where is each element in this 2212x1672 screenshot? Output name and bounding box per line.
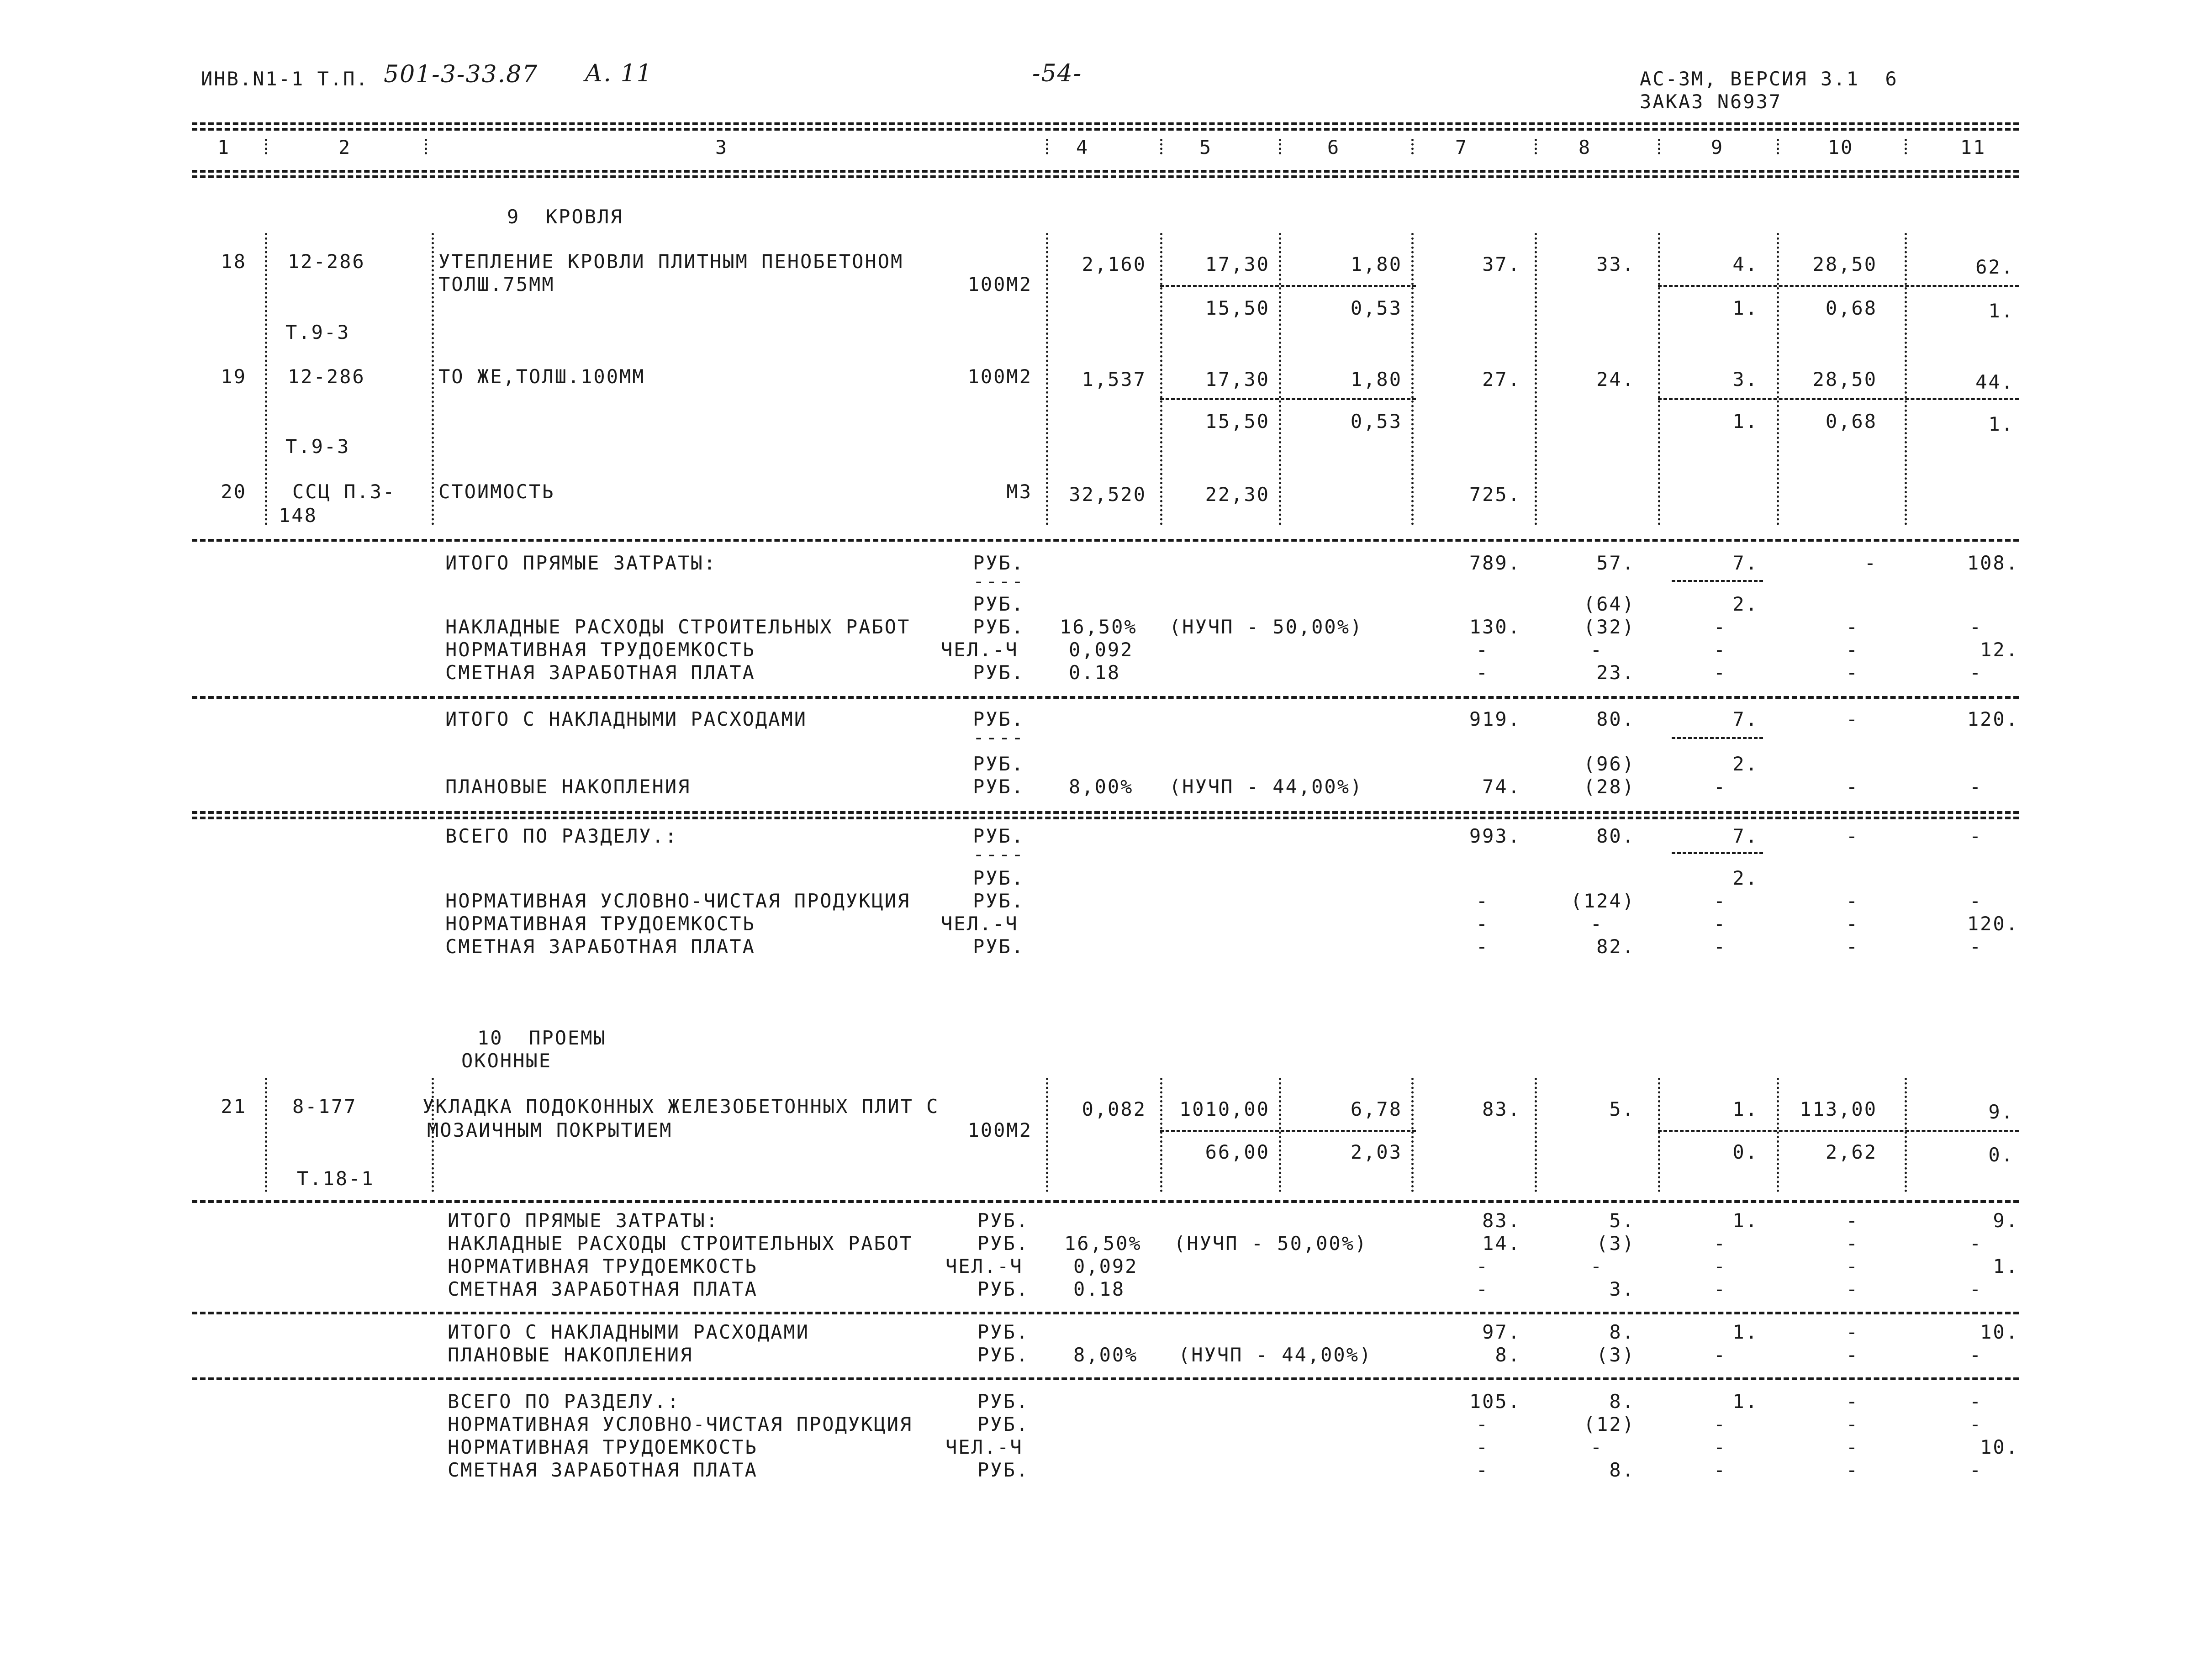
cell-c9: 7. xyxy=(1732,825,1758,847)
cell-c10: 28,50 xyxy=(1812,368,1877,390)
row-number: 18 xyxy=(221,250,247,273)
column-number: 6 xyxy=(1327,136,1341,158)
cell-divider xyxy=(1672,737,1763,739)
section-subtitle: ОКОННЫЕ xyxy=(461,1050,552,1072)
cell-divider xyxy=(1658,1130,2019,1132)
column-divider xyxy=(1905,139,1907,154)
unit-cell: РУБ. xyxy=(973,753,1025,775)
cell-c8: - xyxy=(1590,1436,1603,1458)
rule-colhead-1 xyxy=(192,170,2019,173)
cell-c10: - xyxy=(1846,1436,1859,1458)
row-number: 19 xyxy=(221,365,247,388)
cell-c10-wage: 0,68 xyxy=(1825,410,1877,433)
cell-c9: - xyxy=(1713,1436,1726,1458)
cell-c10: - xyxy=(1846,638,1859,661)
rule-separator xyxy=(192,539,2019,542)
cell-c6: 6,78 xyxy=(1350,1098,1402,1120)
cell-c7: 83. xyxy=(1482,1098,1521,1120)
column-divider xyxy=(1279,1078,1281,1192)
column-divider xyxy=(1658,233,1660,525)
section-total-label: ВСЕГО ПО РАЗДЕЛУ.: xyxy=(448,1390,681,1413)
column-divider xyxy=(432,233,434,525)
order-number: ЗАКАЗ N6937 xyxy=(1640,90,1782,113)
cell-c11: 120. xyxy=(1967,708,2019,730)
rate-cell: 16,50% xyxy=(1060,616,1137,638)
savings-label: ПЛАНОВЫЕ НАКОПЛЕНИЯ xyxy=(448,1344,693,1366)
unit-cell: ЧЕЛ.-Ч xyxy=(945,1255,1023,1277)
unit-cell: РУБ. xyxy=(977,1209,1029,1232)
cell-c5: 17,30 xyxy=(1205,253,1270,275)
cell-c7: 74. xyxy=(1482,775,1521,798)
column-divider xyxy=(265,139,267,154)
direct-costs-label: ИТОГО ПРЯМЫЕ ЗАТРАТЫ: xyxy=(448,1209,719,1232)
cell-c10: - xyxy=(1846,775,1859,798)
cell-c9: - xyxy=(1713,1344,1726,1366)
cell-c10: - xyxy=(1846,661,1859,684)
cell-c7: - xyxy=(1476,1255,1489,1277)
cell-c9: - xyxy=(1713,1459,1726,1481)
cell-c7: - xyxy=(1476,912,1489,935)
cell-c8: 24. xyxy=(1596,368,1635,390)
inventory-label: ИНВ.N1-1 Т.П. xyxy=(201,68,369,90)
unit-dash: ---- xyxy=(973,726,1025,749)
cell-c9: - xyxy=(1713,1232,1726,1255)
cell-c10: - xyxy=(1846,1413,1859,1435)
column-divider xyxy=(1905,233,1907,525)
unit-dash: ---- xyxy=(973,843,1025,865)
column-divider xyxy=(1160,1078,1162,1192)
column-number: 11 xyxy=(1960,136,1986,158)
cell-c9: 4. xyxy=(1732,253,1758,275)
rate-cell: 0,092 xyxy=(1073,1255,1138,1277)
column-divider xyxy=(1411,1078,1414,1192)
cell-c8: 8. xyxy=(1609,1321,1635,1343)
cell-c10: - xyxy=(1846,1321,1859,1343)
rate-cell: 0,092 xyxy=(1069,638,1134,661)
cell-c8: 80. xyxy=(1596,708,1635,730)
cell-c10: - xyxy=(1846,1232,1859,1255)
cell-c7: 8. xyxy=(1495,1344,1521,1366)
column-number: 5 xyxy=(1199,136,1213,158)
unit-cell: РУБ. xyxy=(973,708,1025,730)
cell-c11-wage: 1. xyxy=(1988,300,2014,322)
cell-c10: - xyxy=(1846,1278,1859,1300)
qty-cell: 32,520 xyxy=(1069,483,1146,506)
labor-norm-label: НОРМАТИВНАЯ ТРУДОЕМКОСТЬ xyxy=(445,912,755,935)
unit-cell: РУБ. xyxy=(973,775,1025,798)
rate-note: (НУЧП - 44,00%) xyxy=(1169,775,1363,798)
cell-c10: - xyxy=(1846,708,1859,730)
cell-c7: 993. xyxy=(1469,825,1521,847)
column-divider xyxy=(265,1078,267,1192)
cell-c7: 37. xyxy=(1482,253,1521,275)
qty-cell: 1,537 xyxy=(1082,368,1146,390)
cell-c11-wage: 0. xyxy=(1988,1144,2014,1166)
cell-c8: (3) xyxy=(1596,1232,1635,1255)
cell-c11: - xyxy=(1969,1390,1982,1413)
cell-c11: - xyxy=(1969,890,1982,912)
cell-divider xyxy=(1160,398,1416,400)
cell-c10: - xyxy=(1846,935,1859,958)
norm-ref: Т.9-3 xyxy=(285,321,350,343)
column-divider xyxy=(1535,1078,1537,1192)
cell-c9: - xyxy=(1713,890,1726,912)
unit-cell: РУБ. xyxy=(973,593,1025,615)
cell-divider xyxy=(1658,285,2019,287)
cell-c11: - xyxy=(1969,1232,1982,1255)
cell-c11-wage: 1. xyxy=(1988,413,2014,435)
cell-c7: - xyxy=(1476,1413,1489,1435)
net-product-label: НОРМАТИВНАЯ УСЛОВНО-ЧИСТАЯ ПРОДУКЦИЯ xyxy=(448,1413,913,1435)
direct-costs-label: ИТОГО ПРЯМЫЕ ЗАТРАТЫ: xyxy=(445,552,717,574)
cell-c7: - xyxy=(1476,638,1489,661)
wage-label: СМЕТНАЯ ЗАРАБОТНАЯ ПЛАТА xyxy=(445,661,755,684)
cell-c8: 33. xyxy=(1596,253,1635,275)
column-number: 4 xyxy=(1076,136,1089,158)
column-divider xyxy=(1777,1078,1779,1192)
cell-c9-wage: 1. xyxy=(1732,297,1758,319)
cell-c9: - xyxy=(1713,1413,1726,1435)
column-number: 2 xyxy=(338,136,352,158)
cell-c9: - xyxy=(1713,638,1726,661)
cell-c8: 80. xyxy=(1596,825,1635,847)
qty-cell: 0,082 xyxy=(1082,1098,1146,1120)
column-divider xyxy=(1046,1078,1048,1192)
work-description-cont: МОЗАИЧНЫМ ПОКРЫТИЕМ xyxy=(427,1119,673,1141)
cell-c6-wage: 0,53 xyxy=(1350,297,1402,319)
cell-c8-net: (96) xyxy=(1583,753,1635,775)
cell-c11: - xyxy=(1969,1459,1982,1481)
unit-cell: РУБ. xyxy=(973,867,1025,889)
column-divider xyxy=(1658,1078,1660,1192)
unit-cell: РУБ. xyxy=(977,1390,1029,1413)
cell-c9: - xyxy=(1713,1255,1726,1277)
unit-cell: РУБ. xyxy=(973,825,1025,847)
cell-c9-net: 2. xyxy=(1732,867,1758,889)
cell-c7: 14. xyxy=(1482,1232,1521,1255)
cell-c11: - xyxy=(1969,1413,1982,1435)
cell-c6-wage: 2,03 xyxy=(1350,1141,1402,1163)
cell-c7: - xyxy=(1476,1459,1489,1481)
unit-cell: РУБ. xyxy=(977,1278,1029,1300)
rule-top-2 xyxy=(192,128,2019,131)
column-divider xyxy=(1777,139,1779,154)
rate-note: (НУЧП - 50,00%) xyxy=(1169,616,1363,638)
cell-c7: 105. xyxy=(1469,1390,1521,1413)
rate-note: (НУЧП - 44,00%) xyxy=(1178,1344,1373,1366)
rate-note: (НУЧП - 50,00%) xyxy=(1174,1232,1368,1255)
cell-c11: - xyxy=(1969,1278,1982,1300)
cell-c8: (28) xyxy=(1583,775,1635,798)
with-overhead-label: ИТОГО С НАКЛАДНЫМИ РАСХОДАМИ xyxy=(448,1321,810,1343)
cell-c9: 1. xyxy=(1732,1209,1758,1232)
cell-c7: 919. xyxy=(1469,708,1521,730)
column-divider xyxy=(1905,1078,1907,1192)
cell-c8: 23. xyxy=(1596,661,1635,684)
rule-colhead-2 xyxy=(192,175,2019,178)
cell-c8: - xyxy=(1590,1255,1603,1277)
cell-c6-wage: 0,53 xyxy=(1350,410,1402,433)
cell-divider xyxy=(1672,852,1763,854)
column-divider xyxy=(1046,139,1048,154)
cell-c8: 8. xyxy=(1609,1390,1635,1413)
cell-c11: - xyxy=(1969,661,1982,684)
cell-c9-wage: 1. xyxy=(1732,410,1758,433)
cell-c9-net: 2. xyxy=(1732,593,1758,615)
cell-c11: - xyxy=(1969,825,1982,847)
cell-c8: (3) xyxy=(1596,1344,1635,1366)
net-product-label: НОРМАТИВНАЯ УСЛОВНО-ЧИСТАЯ ПРОДУКЦИЯ xyxy=(445,890,911,912)
cell-c8: (12) xyxy=(1583,1413,1635,1435)
cell-c7: - xyxy=(1476,661,1489,684)
cell-c9: - xyxy=(1713,1278,1726,1300)
cell-c5: 1010,00 xyxy=(1179,1098,1270,1120)
cell-c10: - xyxy=(1846,1255,1859,1277)
cell-c11: 9. xyxy=(1988,1101,2014,1123)
norm-ref: 148 xyxy=(279,504,317,527)
cell-c7: - xyxy=(1476,890,1489,912)
cell-c10: - xyxy=(1846,912,1859,935)
cell-c10: 113,00 xyxy=(1800,1098,1877,1120)
column-number: 1 xyxy=(217,136,231,158)
cell-c7: - xyxy=(1476,1436,1489,1458)
column-number: 3 xyxy=(715,136,729,158)
labor-norm-label: НОРМАТИВНАЯ ТРУДОЕМКОСТЬ xyxy=(448,1436,758,1458)
labor-norm-label: НОРМАТИВНАЯ ТРУДОЕМКОСТЬ xyxy=(448,1255,758,1277)
cell-c10: - xyxy=(1846,616,1859,638)
unit-cell: ЧЕЛ.-Ч xyxy=(941,638,1019,661)
column-number: 9 xyxy=(1710,136,1724,158)
section-title: 9 КРОВЛЯ xyxy=(507,206,623,228)
cell-c8: - xyxy=(1590,912,1603,935)
cell-c9: - xyxy=(1713,661,1726,684)
unit-cell: 100М2 xyxy=(967,1119,1032,1141)
cell-c7: - xyxy=(1476,935,1489,958)
unit-cell: РУБ. xyxy=(973,661,1025,684)
cell-c7: 27. xyxy=(1482,368,1521,390)
column-number: 8 xyxy=(1578,136,1592,158)
cell-c7: 725. xyxy=(1469,483,1521,506)
cell-c9-wage: 0. xyxy=(1732,1141,1758,1163)
cell-c11: 1. xyxy=(1993,1255,2019,1277)
column-number: 10 xyxy=(1827,136,1854,158)
with-overhead-label: ИТОГО С НАКЛАДНЫМИ РАСХОДАМИ xyxy=(445,708,808,730)
cell-c9: - xyxy=(1713,775,1726,798)
cell-c8: (32) xyxy=(1583,616,1635,638)
cell-c10-wage: 0,68 xyxy=(1825,297,1877,319)
cell-divider xyxy=(1672,580,1763,582)
cell-c7: 83. xyxy=(1482,1209,1521,1232)
work-description-cont: ТОЛШ.75ММ xyxy=(438,273,555,295)
cell-c7: 789. xyxy=(1469,552,1521,574)
cell-c7: 130. xyxy=(1469,616,1521,638)
overhead-label: НАКЛАДНЫЕ РАСХОДЫ СТРОИТЕЛЬНЫХ РАБОТ xyxy=(445,616,911,638)
cell-divider xyxy=(1160,1130,1416,1132)
page-number: -54- xyxy=(1032,60,1082,87)
unit-cell: РУБ. xyxy=(977,1232,1029,1255)
cell-c11: - xyxy=(1969,775,1982,798)
cell-c5: 22,30 xyxy=(1205,483,1270,506)
column-divider xyxy=(1658,139,1660,154)
cell-c9: 1. xyxy=(1732,1321,1758,1343)
cell-c9: 1. xyxy=(1732,1390,1758,1413)
work-description: СТОИМОСТЬ xyxy=(438,480,555,503)
unit-cell: М3 xyxy=(1006,480,1032,503)
cell-c10: 28,50 xyxy=(1812,253,1877,275)
cell-c9: 1. xyxy=(1732,1098,1758,1120)
cell-c10: - xyxy=(1846,1459,1859,1481)
cell-c10: - xyxy=(1846,890,1859,912)
qty-cell: 2,160 xyxy=(1082,253,1146,275)
unit-cell: РУБ. xyxy=(977,1459,1029,1481)
wage-label: СМЕТНАЯ ЗАРАБОТНАЯ ПЛАТА xyxy=(448,1278,758,1300)
cell-divider xyxy=(1160,285,1416,287)
cell-c11: 44. xyxy=(1975,371,2014,393)
cell-c8: 3. xyxy=(1609,1278,1635,1300)
column-divider xyxy=(1279,233,1281,525)
rule-separator xyxy=(192,696,2019,699)
cell-c6: 1,80 xyxy=(1350,253,1402,275)
cell-c7: - xyxy=(1476,1278,1489,1300)
unit-cell: 100М2 xyxy=(967,365,1032,388)
section-title: 10 ПРОЕМЫ xyxy=(477,1027,607,1049)
cell-c11: 12. xyxy=(1980,638,2019,661)
cell-c9: - xyxy=(1713,616,1726,638)
unit-cell: РУБ. xyxy=(977,1344,1029,1366)
column-divider xyxy=(1160,139,1162,154)
cell-c5-wage: 15,50 xyxy=(1205,297,1270,319)
cell-c6: 1,80 xyxy=(1350,368,1402,390)
cell-c11: 108. xyxy=(1967,552,2019,574)
column-divider xyxy=(1535,139,1537,154)
program-version: АС-3М, ВЕРСИЯ 3.1 6 xyxy=(1640,68,1898,90)
unit-cell: РУБ. xyxy=(973,616,1025,638)
unit-cell: ЧЕЛ.-Ч xyxy=(945,1436,1023,1458)
cell-c11: 120. xyxy=(1967,912,2019,935)
norm-ref: Т.9-3 xyxy=(285,435,350,458)
norm-code: 12-286 xyxy=(288,365,365,388)
cell-c5-wage: 66,00 xyxy=(1205,1141,1270,1163)
unit-cell: РУБ. xyxy=(973,935,1025,958)
work-description: ТО ЖЕ,ТОЛШ.100ММ xyxy=(438,365,645,388)
cell-c8: - xyxy=(1590,638,1603,661)
rule-separator xyxy=(192,811,2019,814)
section-total-label: ВСЕГО ПО РАЗДЕЛУ.: xyxy=(445,825,678,847)
cell-c8: 8. xyxy=(1609,1459,1635,1481)
cell-c8: 5. xyxy=(1609,1098,1635,1120)
project-number: 501-3-33.87 xyxy=(384,61,538,88)
column-divider xyxy=(432,1078,434,1192)
cell-c5-wage: 15,50 xyxy=(1205,410,1270,433)
cell-c11: 10. xyxy=(1980,1436,2019,1458)
cell-c9: - xyxy=(1713,912,1726,935)
norm-code: 8-177 xyxy=(292,1095,357,1118)
cell-c11: - xyxy=(1969,1344,1982,1366)
cell-c9: 7. xyxy=(1732,552,1758,574)
album-mark: А. 11 xyxy=(585,60,653,87)
rule-separator xyxy=(192,1377,2019,1380)
rule-top-1 xyxy=(192,122,2019,125)
wage-label: СМЕТНАЯ ЗАРАБОТНАЯ ПЛАТА xyxy=(445,935,755,958)
cell-c11: - xyxy=(1969,616,1982,638)
cell-c8-net: (64) xyxy=(1583,593,1635,615)
cell-c8: 5. xyxy=(1609,1209,1635,1232)
norm-ref: Т.18-1 xyxy=(297,1167,375,1190)
unit-dash: ---- xyxy=(973,570,1025,592)
cell-c10-wage: 2,62 xyxy=(1825,1141,1877,1163)
rate-cell: 8,00% xyxy=(1069,775,1134,798)
unit-cell: РУБ. xyxy=(973,552,1025,574)
rate-cell: 0.18 xyxy=(1069,661,1121,684)
column-divider xyxy=(1046,233,1048,525)
savings-label: ПЛАНОВЫЕ НАКОПЛЕНИЯ xyxy=(445,775,691,798)
column-divider xyxy=(1279,139,1281,154)
wage-label: СМЕТНАЯ ЗАРАБОТНАЯ ПЛАТА xyxy=(448,1459,758,1481)
cell-c5: 17,30 xyxy=(1205,368,1270,390)
cell-c11: - xyxy=(1969,935,1982,958)
unit-cell: РУБ. xyxy=(977,1413,1029,1435)
rule-separator xyxy=(192,817,2019,819)
cell-c11: 10. xyxy=(1980,1321,2019,1343)
row-number: 20 xyxy=(221,480,247,503)
work-description: УКЛАДКА ПОДОКОННЫХ ЖЕЛЕЗОБЕТОННЫХ ПЛИТ С xyxy=(422,1095,940,1118)
rate-cell: 16,50% xyxy=(1064,1232,1142,1255)
cell-c8: 82. xyxy=(1596,935,1635,958)
cell-c7: 97. xyxy=(1482,1321,1521,1343)
column-divider xyxy=(1777,233,1779,525)
column-divider xyxy=(425,139,427,154)
rate-cell: 0.18 xyxy=(1073,1278,1125,1300)
cell-divider xyxy=(1658,398,2019,400)
rule-separator xyxy=(192,1312,2019,1314)
unit-cell: РУБ. xyxy=(977,1321,1029,1343)
cell-c10: - xyxy=(1846,1209,1859,1232)
unit-cell: ЧЕЛ.-Ч xyxy=(941,912,1019,935)
norm-code: 12-286 xyxy=(288,250,365,273)
cell-c9: 7. xyxy=(1732,708,1758,730)
column-divider xyxy=(1411,139,1414,154)
rule-separator xyxy=(192,1200,2019,1203)
cell-c10: - xyxy=(1846,1344,1859,1366)
labor-norm-label: НОРМАТИВНАЯ ТРУДОЕМКОСТЬ xyxy=(445,638,755,661)
overhead-label: НАКЛАДНЫЕ РАСХОДЫ СТРОИТЕЛЬНЫХ РАБОТ xyxy=(448,1232,913,1255)
column-divider xyxy=(1411,233,1414,525)
column-divider xyxy=(1160,233,1162,525)
cell-c8: 57. xyxy=(1596,552,1635,574)
cell-c9: 3. xyxy=(1732,368,1758,390)
cell-c9: - xyxy=(1713,935,1726,958)
cell-c10: - xyxy=(1846,1390,1859,1413)
cell-c9-net: 2. xyxy=(1732,753,1758,775)
column-number: 7 xyxy=(1455,136,1468,158)
column-divider xyxy=(265,233,267,525)
cell-c10: - xyxy=(1864,552,1877,574)
cell-c10: - xyxy=(1846,825,1859,847)
column-divider xyxy=(1535,233,1537,525)
rate-cell: 8,00% xyxy=(1073,1344,1138,1366)
norm-code: ССЦ П.3- xyxy=(292,480,396,503)
unit-cell: 100М2 xyxy=(967,273,1032,295)
unit-cell: РУБ. xyxy=(973,890,1025,912)
row-number: 21 xyxy=(221,1095,247,1118)
cell-c11: 9. xyxy=(1993,1209,2019,1232)
cell-c8: (124) xyxy=(1570,890,1635,912)
cell-c11: 62. xyxy=(1975,256,2014,278)
work-description: УТЕПЛЕНИЕ КРОВЛИ ПЛИТНЫМ ПЕНОБЕТОНОМ xyxy=(438,250,904,273)
